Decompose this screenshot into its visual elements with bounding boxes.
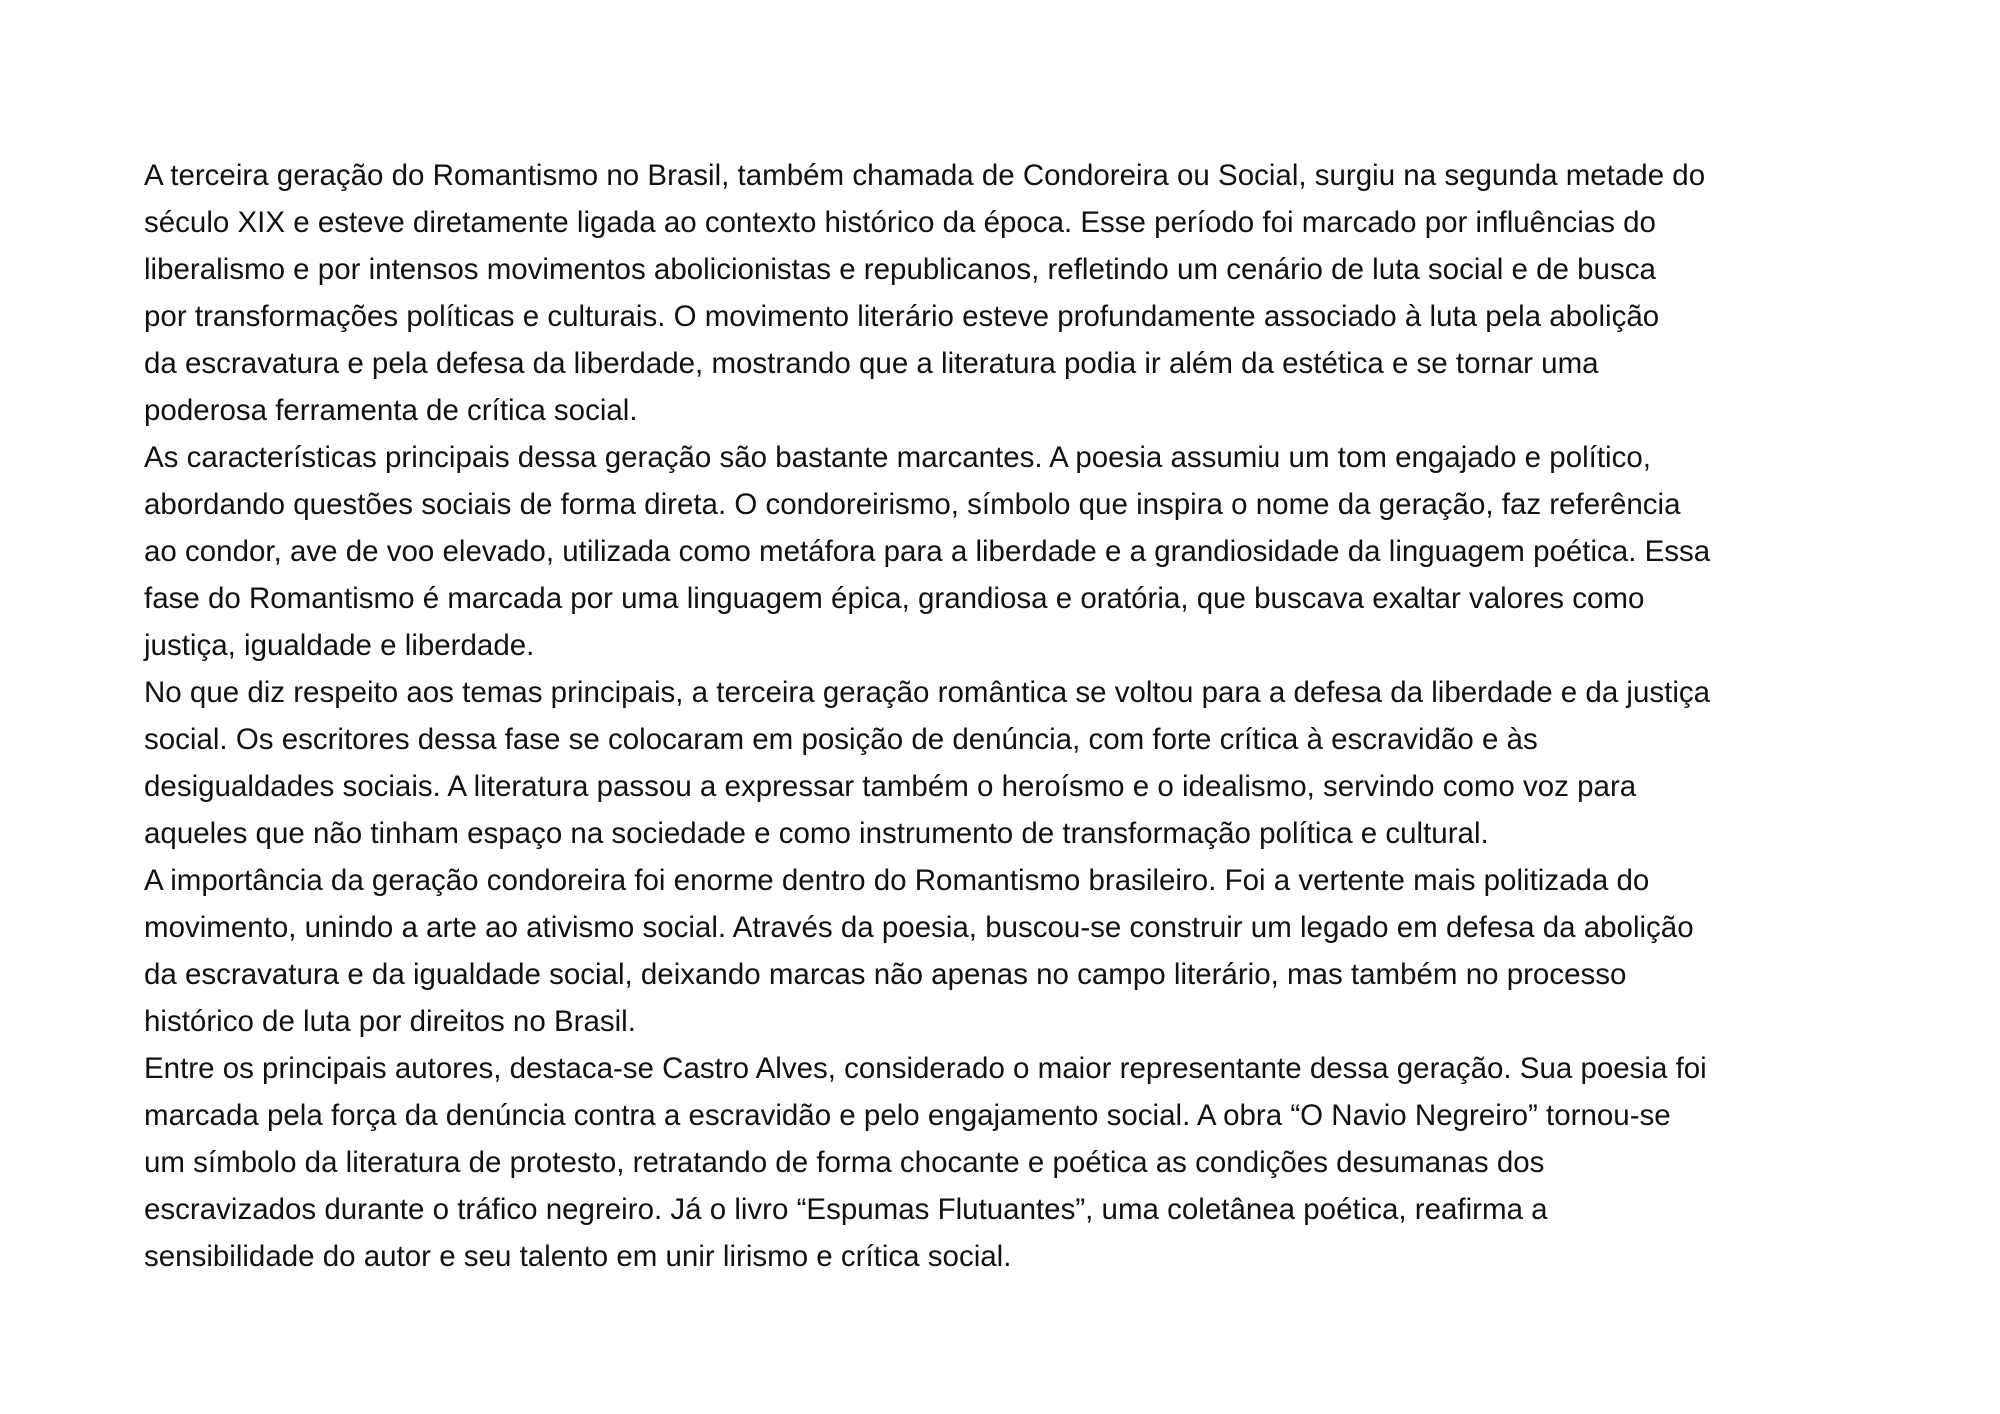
paragraph-context: A terceira geração do Romantismo no Brasil, também chamada de Condoreira ou Social, surgiu na segunda metade do século XIX e esteve diretamente ligada ao contexto histórico da época. Esse período foi marcado por influências do liberalismo e por intensos movimentos abolicionistas e republicanos, refletindo um cenário de luta social e de busca por transformações políticas e culturais. O movimento literário esteve profundamente associado à luta pela abolição da escravatura e pela defesa da liberdade, mostrando que a literatura podia ir além da estética e se tornar uma poderosa ferramenta de crítica social. [144, 159, 1706, 427]
paragraph-themes: No que diz respeito aos temas principais, a terceira geração romântica se voltou para a defesa da liberdade e da justiça social. Os escritores dessa fase se colocaram em posição de denúncia, com forte crítica à escravidão e às desigualdades sociais. A literatura passou a expressar também o heroísmo e o idealismo, servindo como voz para aqueles que não tinham espaço na sociedade e como instrumento de transformação política e cultural. [144, 676, 1711, 850]
paragraph-importance: A importância da geração condoreira foi enorme dentro do Romantismo brasileiro. Foi a vertente mais politizada do movimento, unindo a arte ao ativismo social. Através da poesia, buscou-se construir um legado em defesa da abolição da escravatura e da igualdade social, deixando marcas não apenas no campo literário, mas também no processo histórico de luta por direitos no Brasil. [144, 864, 1694, 1038]
document-body [144, 152, 1884, 1280]
paragraph-authors: Entre os principais autores, destaca-se Castro Alves, considerado o maior representante dessa geração. Sua poesia foi marcada pela força da denúncia contra a escravidão e pelo engajamento social. A obra “O Navio Negreiro” tornou-se um símbolo da literatura de protesto, retratando de forma chocante e poética as condições desumanas dos escravizados durante o tráfico negreiro. Já o livro “Espumas Flutuantes”, uma coletânea poética, reafirma a sensibilidade do autor e seu talento em unir lirismo e crítica social. [144, 1052, 1707, 1273]
paragraph-characteristics: As características principais dessa geração são bastante marcantes. A poesia assumiu um tom engajado e político, abordando questões sociais de forma direta. O condoreirismo, símbolo que inspira o nome da geração, faz referência ao condor, ave de voo elevado, utilizada como metáfora para a liberdade e a grandiosidade da linguagem poética. Essa fase do Romantismo é marcada por uma linguagem épica, grandiosa e oratória, que buscava exaltar valores como justiça, igualdade e liberdade. [144, 441, 1711, 662]
